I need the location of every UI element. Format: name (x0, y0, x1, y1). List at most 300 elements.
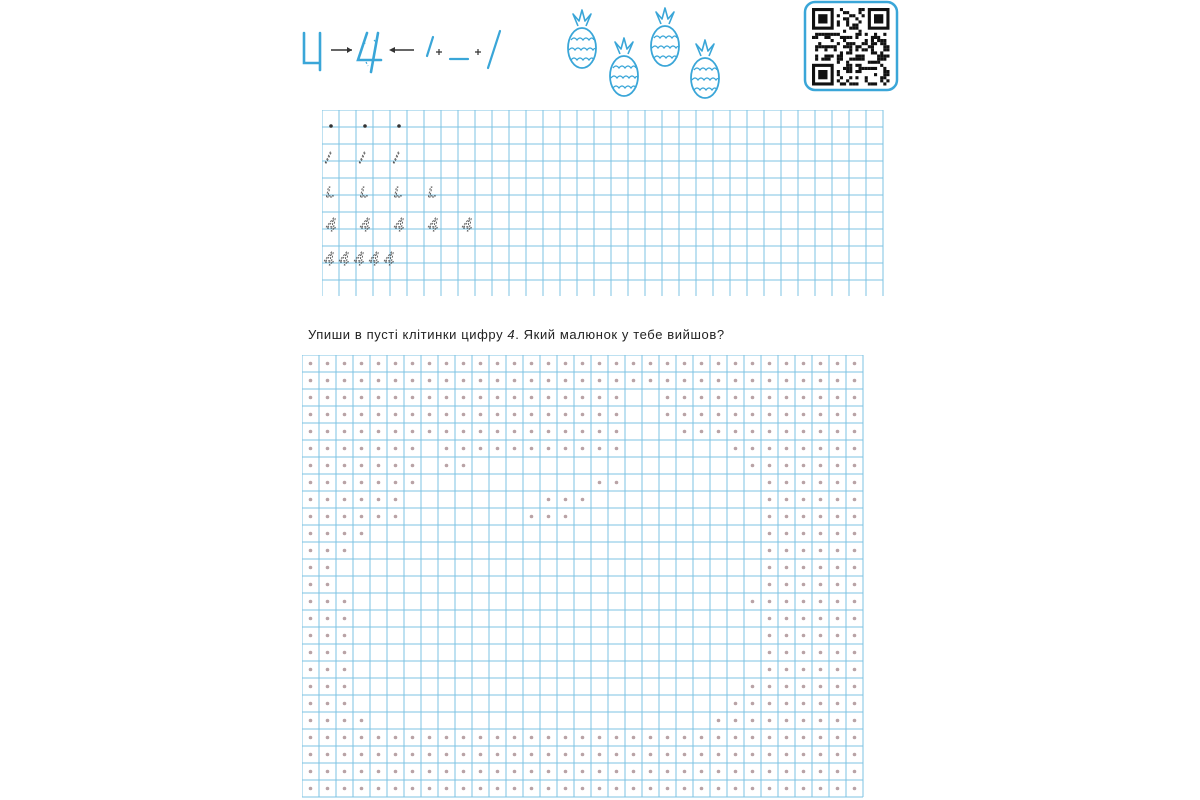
grid-dot (666, 787, 670, 791)
grid-dot (326, 634, 330, 638)
grid-dot (411, 736, 415, 740)
grid-dot (853, 566, 857, 570)
grid-dot (717, 396, 721, 400)
grid-dot (309, 447, 313, 451)
traceable-glyph: L (394, 184, 403, 201)
grid-dot (785, 685, 789, 689)
grid-dot (411, 413, 415, 417)
grid-dot (581, 447, 585, 451)
grid-dot (513, 447, 517, 451)
grid-dot (768, 770, 772, 774)
grid-dot (326, 498, 330, 502)
instruction-text-after: . Який малюнок у тебе вийшов? (515, 327, 725, 342)
grid-dot (326, 532, 330, 536)
grid-dot (326, 430, 330, 434)
traceable-glyph: / (326, 150, 331, 167)
grid-dot (785, 396, 789, 400)
grid-dot (360, 362, 364, 366)
grid-dot (836, 481, 840, 485)
grid-dot (785, 549, 789, 553)
grid-dot (734, 396, 738, 400)
grid-dot (343, 668, 347, 672)
grid-dot (547, 498, 551, 502)
stroke-diagonal-icon (427, 37, 442, 56)
grid-dot (377, 447, 381, 451)
grid-dot (785, 702, 789, 706)
grid-dot (564, 396, 568, 400)
grid-dot (326, 651, 330, 655)
grid-dot (326, 549, 330, 553)
grid-dot (343, 634, 347, 638)
grid-dot (326, 736, 330, 740)
grid-dot (802, 566, 806, 570)
grid-dot (394, 736, 398, 740)
grid-dot (785, 430, 789, 434)
grid-dot (819, 413, 823, 417)
digit-four-icon (358, 33, 381, 72)
grid-dot (479, 362, 483, 366)
grid-dot (853, 787, 857, 791)
grid-dot (547, 396, 551, 400)
grid-dot (853, 396, 857, 400)
grid-dot (394, 396, 398, 400)
grid-dot (751, 362, 755, 366)
grid-dot (785, 770, 789, 774)
grid-dot (326, 481, 330, 485)
grid-dot (445, 447, 449, 451)
grid-dot (836, 532, 840, 536)
grid-dot (768, 566, 772, 570)
grid-dot (785, 787, 789, 791)
grid-dot (564, 498, 568, 502)
grid-dot (547, 770, 551, 774)
grid-dot (377, 498, 381, 502)
grid-dot (836, 617, 840, 621)
grid-dot (785, 379, 789, 383)
grid-dot (496, 396, 500, 400)
grid-dot (343, 379, 347, 383)
grid-dot (360, 464, 364, 468)
grid-dot (819, 634, 823, 638)
grid-dot (768, 379, 772, 383)
grid-dot (496, 379, 500, 383)
grid-dot (836, 464, 840, 468)
grid-dot (785, 668, 789, 672)
grid-dot (309, 566, 313, 570)
grid-dot (785, 515, 789, 519)
grid-dot (309, 651, 313, 655)
grid-dot (853, 413, 857, 417)
grid-dot (768, 651, 772, 655)
grid-dot (598, 447, 602, 451)
grid-dot (598, 413, 602, 417)
grid-dot (802, 736, 806, 740)
grid-dot (632, 787, 636, 791)
grid-dot (530, 413, 534, 417)
grid-dot (530, 430, 534, 434)
traceable-glyph: L (326, 184, 335, 201)
grid-dot (581, 753, 585, 757)
grid-dot (751, 600, 755, 604)
grid-dot (462, 362, 466, 366)
grid-dot (700, 787, 704, 791)
grid-dot (700, 413, 704, 417)
grid-dot (768, 464, 772, 468)
grid-dot (309, 430, 313, 434)
grid-dot (309, 481, 313, 485)
grid-dot (411, 430, 415, 434)
grid-dot (377, 379, 381, 383)
worksheet-header (300, 0, 900, 110)
grid-dot (462, 787, 466, 791)
grid-dot (853, 668, 857, 672)
grid-dot (445, 362, 449, 366)
grid-dot (853, 736, 857, 740)
grid-dot (649, 787, 653, 791)
grid-dot (564, 447, 568, 451)
grid-dot (802, 685, 806, 689)
grid-dot (343, 770, 347, 774)
grid-dot (853, 430, 857, 434)
grid-dot (666, 362, 670, 366)
grid-dot (343, 481, 347, 485)
grid-dot (309, 668, 313, 672)
traceable-glyph: 4 (354, 249, 365, 269)
grid-dot (802, 362, 806, 366)
grid-dot (445, 736, 449, 740)
grid-dot (819, 566, 823, 570)
grid-dot (751, 753, 755, 757)
grid-dot (581, 379, 585, 383)
grid-dot (819, 362, 823, 366)
grid-dot (513, 736, 517, 740)
grid-dot (445, 770, 449, 774)
grid-dot (802, 549, 806, 553)
grid-dot (581, 498, 585, 502)
grid-dot (853, 481, 857, 485)
grid-dot (394, 379, 398, 383)
grid-dot (598, 396, 602, 400)
grid-dot (428, 770, 432, 774)
grid-dot (394, 413, 398, 417)
grid-dot (411, 396, 415, 400)
grid-dot (734, 702, 738, 706)
grid-dot (853, 719, 857, 723)
grid-dot (700, 396, 704, 400)
grid-dot (853, 770, 857, 774)
task-instruction (308, 327, 725, 342)
grid-dot (853, 634, 857, 638)
grid-dot (360, 787, 364, 791)
grid-dot (564, 753, 568, 757)
grid-dot (700, 430, 704, 434)
grid-dot (836, 753, 840, 757)
grid-dot (632, 379, 636, 383)
dot-picture-grid (302, 355, 896, 800)
grid-dot (836, 600, 840, 604)
grid-dot (632, 362, 636, 366)
grid-dot (819, 498, 823, 502)
grid-dot (649, 753, 653, 757)
traceable-glyph: 4 (326, 215, 337, 235)
grid-dot (785, 464, 789, 468)
grid-dot (496, 413, 500, 417)
grid-dot (768, 430, 772, 434)
guide-dot (329, 124, 333, 128)
grid-dot (360, 770, 364, 774)
grid-dot (751, 685, 755, 689)
grid-dot (513, 413, 517, 417)
grid-dot (428, 787, 432, 791)
grid-dot (343, 600, 347, 604)
grid-dot (615, 736, 619, 740)
grid-dot (411, 379, 415, 383)
grid-dot (615, 770, 619, 774)
grid-dot (734, 430, 738, 434)
grid-dot (360, 532, 364, 536)
grid-dot (802, 634, 806, 638)
grid-dot (411, 753, 415, 757)
grid-dot (547, 430, 551, 434)
pineapple-icon (651, 8, 679, 66)
grid-dot (377, 481, 381, 485)
grid-dot (819, 447, 823, 451)
pineapple-icon (568, 10, 596, 68)
grid-dot (836, 515, 840, 519)
grid-dot (785, 736, 789, 740)
grid-dot (360, 413, 364, 417)
grid-dot (496, 787, 500, 791)
grid-dot (326, 753, 330, 757)
grid-dot (700, 736, 704, 740)
grid-dot (751, 770, 755, 774)
grid-dot (785, 651, 789, 655)
grid-dot (751, 379, 755, 383)
grid-dot (819, 702, 823, 706)
grid-dot (802, 753, 806, 757)
grid-dot (853, 515, 857, 519)
grid-dot (819, 600, 823, 604)
grid-dot (564, 770, 568, 774)
grid-dot (428, 753, 432, 757)
grid-dot (309, 464, 313, 468)
grid-dot (564, 515, 568, 519)
grid-dot (394, 753, 398, 757)
grid-dot (700, 753, 704, 757)
grid-dot (819, 430, 823, 434)
grid-dot (530, 736, 534, 740)
practice-grid (322, 110, 896, 296)
stroke-long-diagonal-icon (488, 31, 500, 68)
traceable-glyph: 4 (339, 249, 350, 269)
grid-dot (802, 617, 806, 621)
grid-dot (717, 430, 721, 434)
grid-dot (768, 396, 772, 400)
grid-dot (547, 447, 551, 451)
grid-dot (819, 617, 823, 621)
grid-dot (819, 651, 823, 655)
grid-dot (360, 753, 364, 757)
grid-dot (343, 702, 347, 706)
grid-dot (496, 736, 500, 740)
grid-dot (479, 413, 483, 417)
grid-dot (513, 770, 517, 774)
grid-dot (530, 379, 534, 383)
grid-dot (496, 362, 500, 366)
grid-dot (309, 634, 313, 638)
grid-dot (411, 447, 415, 451)
grid-dot (802, 464, 806, 468)
grid-dot (649, 770, 653, 774)
grid-dot (445, 396, 449, 400)
grid-dot (394, 481, 398, 485)
grid-dot (768, 583, 772, 587)
grid-dot (700, 379, 704, 383)
grid-dot (751, 413, 755, 417)
traceable-glyph: L (360, 184, 369, 201)
grid-dot (598, 481, 602, 485)
grid-dot (785, 532, 789, 536)
grid-dot (683, 787, 687, 791)
grid-dot (394, 447, 398, 451)
grid-dot (785, 753, 789, 757)
grid-dot (326, 447, 330, 451)
grid-dot (615, 430, 619, 434)
arrow-left-icon (389, 47, 414, 53)
grid-dot (411, 770, 415, 774)
grid-dot (343, 498, 347, 502)
grid-dot (683, 396, 687, 400)
grid-dot (360, 430, 364, 434)
grid-dot (819, 583, 823, 587)
grid-dot (802, 583, 806, 587)
grid-dot (445, 464, 449, 468)
grid-dot (343, 549, 347, 553)
grid-dot (802, 719, 806, 723)
grid-dot (581, 770, 585, 774)
grid-dot (768, 362, 772, 366)
grid-dot (496, 430, 500, 434)
grid-dot (785, 719, 789, 723)
grid-dot (581, 413, 585, 417)
grid-dot (615, 362, 619, 366)
grid-dot (377, 396, 381, 400)
grid-dot (853, 753, 857, 757)
grid-dot (836, 447, 840, 451)
grid-dot (513, 379, 517, 383)
grid-dot (530, 753, 534, 757)
grid-dot (802, 668, 806, 672)
grid-dot (394, 515, 398, 519)
grid-dot (819, 464, 823, 468)
guide-dot (363, 124, 367, 128)
grid-dot (377, 464, 381, 468)
grid-dot (717, 362, 721, 366)
grid-dot (377, 787, 381, 791)
grid-dot (343, 396, 347, 400)
grid-dot (513, 430, 517, 434)
grid-dot (547, 736, 551, 740)
grid-dot (309, 719, 313, 723)
grid-dot (428, 379, 432, 383)
grid-dot (700, 770, 704, 774)
grid-dot (343, 413, 347, 417)
grid-dot (819, 515, 823, 519)
grid-dot (343, 532, 347, 536)
grid-dot (343, 430, 347, 434)
grid-dot (428, 396, 432, 400)
worksheet-page (300, 0, 900, 800)
grid-dot (496, 770, 500, 774)
grid-dot (309, 396, 313, 400)
guide-dot (397, 124, 401, 128)
grid-dot (700, 362, 704, 366)
grid-dot (649, 379, 653, 383)
grid-dot (785, 362, 789, 366)
grid-dot (513, 753, 517, 757)
grid-dot (717, 413, 721, 417)
grid-dot (479, 447, 483, 451)
grid-dot (479, 379, 483, 383)
grid-dot (683, 736, 687, 740)
grid-dot (462, 770, 466, 774)
grid-dot (445, 753, 449, 757)
grid-dot (802, 532, 806, 536)
grid-dot (836, 702, 840, 706)
instruction-text-before: Упиши в пусті клітинки цифру (308, 327, 508, 342)
grid-dot (785, 617, 789, 621)
grid-dot (683, 362, 687, 366)
grid-dot (734, 413, 738, 417)
grid-dot (683, 430, 687, 434)
grid-dot (360, 379, 364, 383)
grid-dot (751, 702, 755, 706)
grid-dot (666, 753, 670, 757)
grid-dot (479, 753, 483, 757)
grid-dot (513, 787, 517, 791)
grid-dot (445, 379, 449, 383)
grid-dot (819, 719, 823, 723)
grid-dot (683, 413, 687, 417)
grid-dot (819, 668, 823, 672)
grid-dot (836, 498, 840, 502)
grid-dot (768, 447, 772, 451)
grid-dot (360, 515, 364, 519)
grid-dot (853, 464, 857, 468)
grid-dot (394, 498, 398, 502)
grid-dot (853, 549, 857, 553)
grid-dot (853, 379, 857, 383)
grid-dot (428, 413, 432, 417)
grid-dot (717, 753, 721, 757)
grid-dot (785, 413, 789, 417)
grid-dot (326, 685, 330, 689)
grid-dot (615, 396, 619, 400)
grid-dot (819, 481, 823, 485)
qr-code-icon (805, 2, 897, 90)
grid-dot (598, 753, 602, 757)
grid-dot (734, 770, 738, 774)
grid-dot (853, 362, 857, 366)
grid-dot (802, 498, 806, 502)
grid-dot (615, 379, 619, 383)
grid-dot (326, 719, 330, 723)
grid-dot (785, 583, 789, 587)
grid-dot (462, 736, 466, 740)
grid-dot (598, 362, 602, 366)
grid-dot (734, 736, 738, 740)
grid-dot (836, 719, 840, 723)
